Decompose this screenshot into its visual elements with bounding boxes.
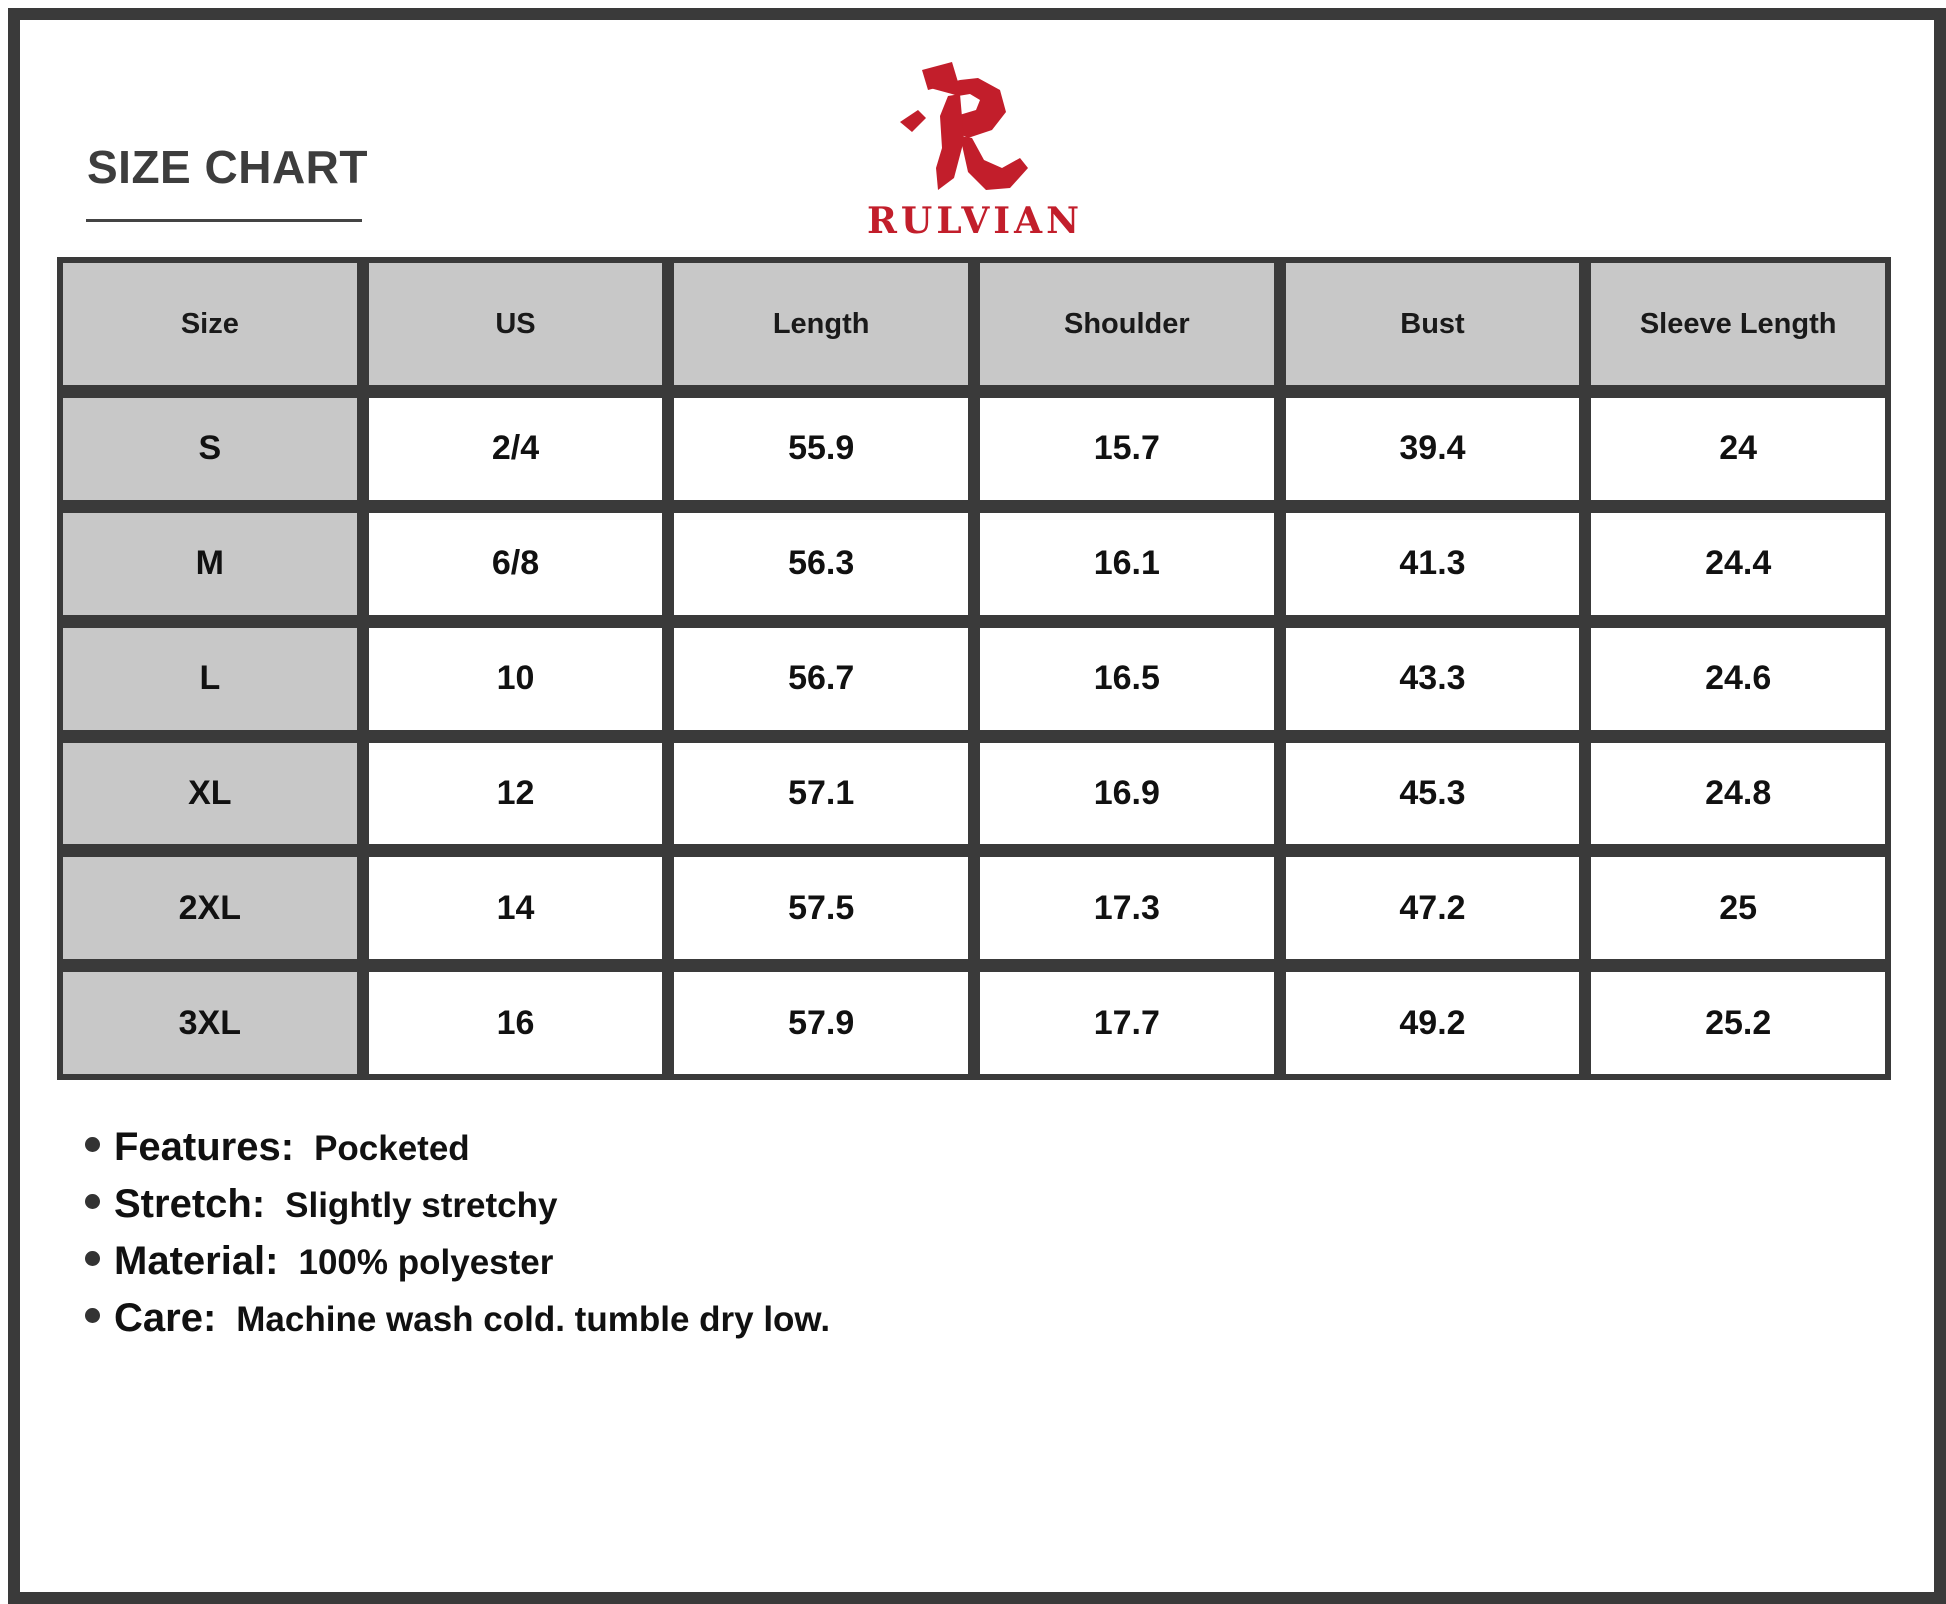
table-cell-us: 10 [369, 628, 663, 730]
table-cell-us: 6/8 [369, 513, 663, 615]
table-cell-size: S [63, 398, 357, 500]
table-cell-us: 16 [369, 972, 663, 1074]
feature-value: Pocketed [314, 1129, 470, 1168]
header-length: Length [674, 263, 968, 385]
title-underline [86, 219, 362, 222]
feature-label: Stretch: [114, 1182, 266, 1226]
table-cell-length: 55.9 [674, 398, 968, 500]
feature-value: Machine wash cold. tumble dry low. [236, 1300, 831, 1339]
table-cell-shoulder: 15.7 [980, 398, 1274, 500]
table-cell-size: XL [63, 743, 357, 845]
table-cell-sleeve: 24.4 [1591, 513, 1885, 615]
header-sleeve-length: Sleeve Length [1591, 263, 1885, 385]
table-cell-bust: 47.2 [1286, 857, 1580, 959]
bullet-icon [85, 1308, 100, 1323]
header-shoulder: Shoulder [980, 263, 1274, 385]
table-cell-us: 14 [369, 857, 663, 959]
header-bust: Bust [1286, 263, 1580, 385]
stylized-r-logo-icon [860, 60, 1090, 200]
brand-name: RULVIAN [867, 200, 1083, 242]
table-cell-shoulder: 17.7 [980, 972, 1274, 1074]
table-cell-sleeve: 24.8 [1591, 743, 1885, 845]
bullet-icon [85, 1251, 100, 1266]
table-cell-bust: 45.3 [1286, 743, 1580, 845]
feature-label: Material: [114, 1239, 279, 1283]
table-cell-shoulder: 16.1 [980, 513, 1274, 615]
feature-item-stretch [85, 1182, 830, 1239]
table-cell-length: 57.1 [674, 743, 968, 845]
table-cell-size: 3XL [63, 972, 357, 1074]
table-cell-bust: 41.3 [1286, 513, 1580, 615]
table-cell-length: 56.3 [674, 513, 968, 615]
feature-item-features [85, 1125, 830, 1182]
table-cell-us: 2/4 [369, 398, 663, 500]
table-cell-length: 57.5 [674, 857, 968, 959]
table-cell-shoulder: 16.9 [980, 743, 1274, 845]
header-size: Size [63, 263, 357, 385]
table-cell-us: 12 [369, 743, 663, 845]
table-cell-length: 56.7 [674, 628, 968, 730]
table-cell-size: 2XL [63, 857, 357, 959]
table-cell-sleeve: 24 [1591, 398, 1885, 500]
table-cell-length: 57.9 [674, 972, 968, 1074]
bullet-icon [85, 1137, 100, 1152]
table-cell-bust: 49.2 [1286, 972, 1580, 1074]
table-cell-bust: 39.4 [1286, 398, 1580, 500]
brand-logo [860, 60, 1090, 240]
table-cell-shoulder: 16.5 [980, 628, 1274, 730]
table-cell-size: M [63, 513, 357, 615]
feature-item-material [85, 1239, 830, 1296]
feature-value: Slightly stretchy [285, 1186, 558, 1225]
header-us: US [369, 263, 663, 385]
feature-item-care [85, 1296, 830, 1353]
feature-value: 100% polyester [298, 1243, 554, 1282]
table-cell-bust: 43.3 [1286, 628, 1580, 730]
size-table [57, 257, 1891, 1080]
bullet-icon [85, 1194, 100, 1209]
feature-label: Features: [114, 1125, 295, 1169]
table-cell-sleeve: 25 [1591, 857, 1885, 959]
table-cell-sleeve: 25.2 [1591, 972, 1885, 1074]
feature-list [85, 1125, 830, 1353]
feature-label: Care: [114, 1296, 217, 1340]
table-cell-shoulder: 17.3 [980, 857, 1274, 959]
table-cell-sleeve: 24.6 [1591, 628, 1885, 730]
table-cell-size: L [63, 628, 357, 730]
page-title: SIZE CHART [87, 141, 368, 193]
